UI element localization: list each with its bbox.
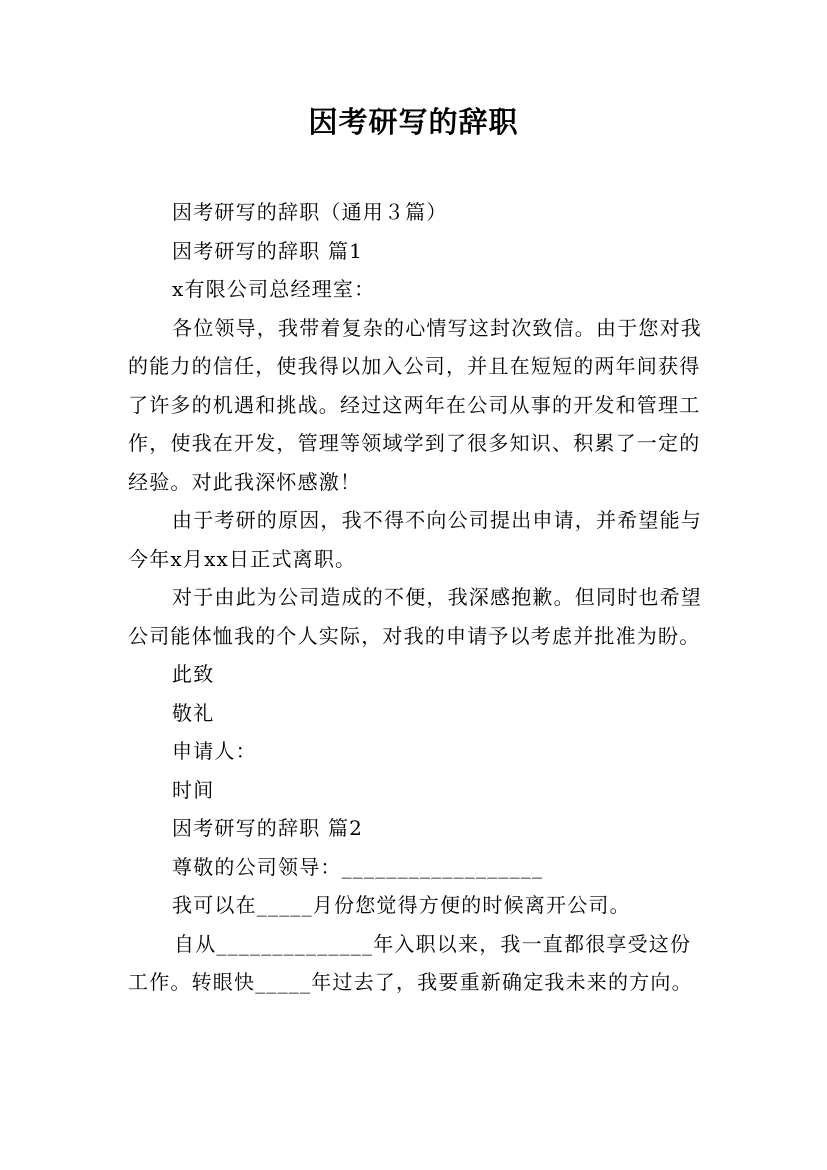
- paragraph-closing: 此致: [172, 662, 215, 686]
- paragraph-body: 由于考研的原因，我不得不向公司提出申请，并希望能与今年x月xx日正式离职。: [128, 508, 702, 571]
- paragraph-addressee: 尊敬的公司领导：__________________: [172, 854, 544, 879]
- paragraph-subtitle: 因考研写的辞职（通用３篇）: [172, 200, 448, 224]
- paragraph-body: 我可以在_____月份您觉得方便的时候离开公司。: [172, 893, 631, 917]
- paragraph-body: 对于由此为公司造成的不便，我深感抱歉。但同时也希望公司能体恤我的个人实际，对我的申请予以考虑并批准为盼。: [128, 585, 702, 648]
- document-title: 因考研写的辞职: [308, 105, 519, 139]
- paragraph-section-heading-2: 因考研写的辞职 篇2: [172, 816, 364, 840]
- paragraph-body: 自从______________年入职以来，我一直都很享受这份工作。转眼快_____年过去了，我要重新确定我未来的方向。: [128, 931, 693, 994]
- paragraph-addressee: x有限公司总经理室：: [172, 277, 376, 301]
- paragraph-applicant: 申请人：: [172, 739, 257, 763]
- document-body: [128, 193, 708, 1002]
- paragraph-section-heading-1: 因考研写的辞职 篇1: [172, 238, 364, 263]
- paragraph-date: 时间: [172, 777, 215, 802]
- paragraph-body: 各位领导，我带着复杂的心情写这封次致信。由于您对我的能力的信任，使我得以加入公司，并且在短短的两年间获得了许多的机遇和挑战。经过这两年在公司从事的开发和管理工作，使我在开发，管理等领域学到了很多知识、积累了一定的经验。对此我深怀感激！: [128, 315, 702, 494]
- paragraph-salutation: 敬礼: [172, 700, 215, 725]
